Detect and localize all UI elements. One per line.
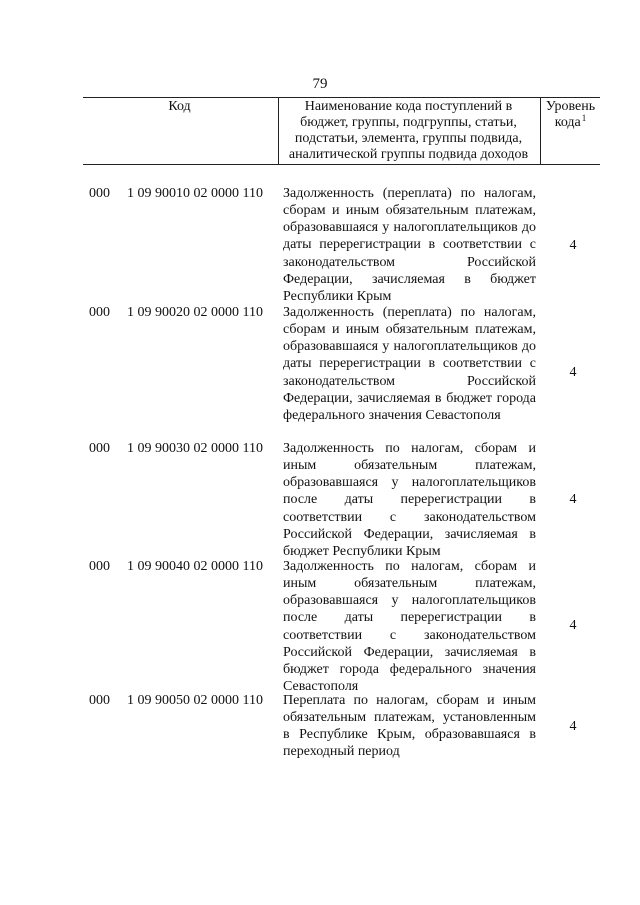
row-name: Задолженность по налогам, сборам и иным обязательным платежам, образовавшаяся у налогоплательщиков после даты перерегистрации в соответствии с законодательством Российской Федерации, зачисляемая в бюджет города федерального значения Севастополя: [283, 559, 536, 695]
row-admin-code: 000: [89, 693, 110, 708]
row-name: Переплата по налогам, сборам и иным обязательным платежам, установленным в Республике Крым, образовавшаяся в переходный период: [283, 693, 536, 760]
header-name: Наименование кода поступлений в бюджет, группы, подгруппы, статьи, подстатьи, элемента, группы подвида, аналитической группы подвида доходов: [288, 99, 529, 162]
page-number: 79: [312, 76, 328, 92]
row-level: 4: [569, 618, 577, 633]
table-header: [83, 97, 600, 165]
row-admin-code: 000: [89, 305, 110, 320]
header-level: [541, 99, 600, 131]
row-level: 4: [569, 365, 577, 380]
row-name: Задолженность (переплата) по налогам, сборам и иным обязательным платежам, образовавшаяся у налогоплательщиков до даты перерегистрации в соответствии с законодательством Российской Федерации, зачисляемая в бюджет города федерального значения Севастополя: [283, 305, 536, 423]
row-level: 4: [569, 719, 577, 734]
header-level-label: Уровень кода: [545, 99, 596, 130]
row-level: 4: [569, 492, 577, 507]
row-name: Задолженность по налогам, сборам и иным обязательным платежам, образовавшаяся у налогоплательщиков после даты перерегистрации в соответствии с законодательством Российской Федерации, зачисляемая в бюджет Республики Крым: [283, 441, 536, 559]
row-revenue-code: 1 09 90050 02 0000 110: [127, 693, 263, 708]
row-admin-code: 000: [89, 441, 110, 456]
row-level: 4: [569, 238, 577, 253]
header-level-footnote: 1: [581, 113, 587, 123]
row-admin-code: 000: [89, 559, 110, 574]
row-revenue-code: 1 09 90010 02 0000 110: [127, 186, 263, 201]
header-code: Код: [168, 99, 191, 114]
row-revenue-code: 1 09 90030 02 0000 110: [127, 441, 263, 456]
row-admin-code: 000: [89, 186, 110, 201]
row-revenue-code: 1 09 90040 02 0000 110: [127, 559, 263, 574]
row-revenue-code: 1 09 90020 02 0000 110: [127, 305, 263, 320]
row-name: Задолженность (переплата) по налогам, сборам и иным обязательным платежам, образовавшаяся у налогоплательщиков до даты перерегистрации в соответствии с законодательством Российской Федерации, зачисляемая в бюджет Республики Крым: [283, 186, 536, 304]
